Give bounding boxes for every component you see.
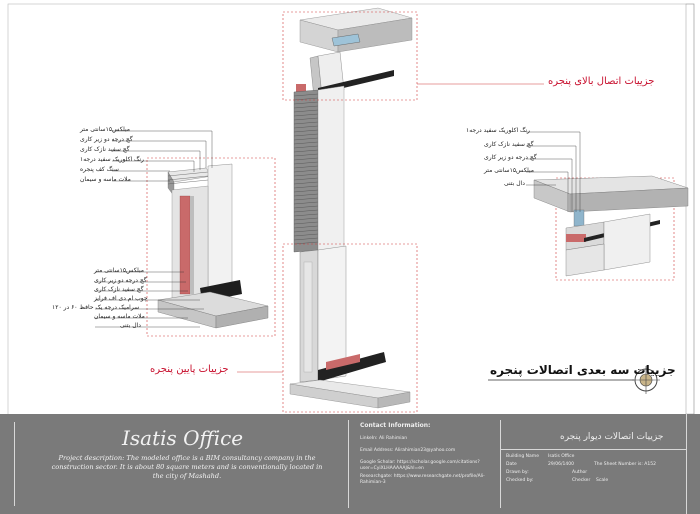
scale-label: Scale	[596, 478, 609, 483]
left-bottom-label: مبلکس۱۵سانتی متر	[94, 267, 145, 274]
contact-heading: Contact Information:	[360, 422, 431, 429]
project-description: Project description: The modeled office is a BIM consultancy company in the construction sector. It is about 80 square meters and is conventionally located in the city of Mashahd.	[51, 454, 323, 480]
drawing-title: جزییات اتصالات دیوار پنجره	[560, 432, 664, 442]
field-label: Date	[506, 462, 517, 467]
sheet-number: The Sheet Number is: A152	[594, 462, 656, 467]
field-label: Drawn by:	[506, 470, 529, 475]
right-label: گچ درجه دو زیر کاری	[484, 154, 537, 161]
left-bottom-label: ملات ماسه و سیمان	[94, 313, 145, 320]
view-title: جزییات سه بعدی اتصالات پنجره	[490, 363, 676, 377]
left-top-label: ملات ماسه و سیمان	[80, 176, 131, 183]
field-label: Building Name	[506, 454, 539, 459]
title-block	[0, 414, 700, 514]
left-top-label: گچ درجه دو زیر کاری	[80, 136, 133, 143]
field-label: Checked by:	[506, 478, 534, 483]
left-bottom-label: گچ درجه دو زیر کاری	[94, 277, 147, 284]
field-value: 29/06/1400	[548, 462, 574, 467]
office-name: Isatis Office	[122, 426, 244, 450]
right-detail-model	[534, 176, 688, 276]
left-bottom-label: گچ سفید نازک کاری	[94, 286, 144, 293]
bottom-detail-title: جزییات پایین پنجره	[150, 364, 229, 375]
left-top-label: گچ سفید نازک کاری	[80, 146, 130, 153]
field-value: Checker	[572, 478, 591, 483]
title-block-divider	[14, 422, 15, 506]
left-top-label: رنگ اکلوریک سفید درجه۱	[80, 156, 144, 163]
title-block-divider	[686, 414, 687, 514]
title-block-divider	[500, 420, 501, 508]
right-label: رنگ اکلوریک سفید درجه۱	[466, 127, 530, 134]
field-value: Isatis Office	[548, 454, 575, 459]
contact-line: Email Address: Alirahimian23@yahoo.com	[360, 448, 456, 453]
right-label: گچ سفید نازک کاری	[484, 141, 534, 148]
left-bottom-label: سرامیک درجه یک حافظ ۶۰ در ۱۲۰	[52, 304, 140, 311]
right-label: دال بتنی	[504, 180, 525, 187]
title-block-divider	[348, 420, 349, 508]
left-top-label: سنگ کف پنجره	[80, 166, 119, 173]
center-wall-model	[290, 8, 412, 408]
left-top-label: مبلکس۱۵سانتی متر	[80, 126, 131, 133]
field-value: Author	[572, 470, 588, 475]
contact-line: LinkeIn: Ali Rahimian	[360, 436, 408, 441]
left-bottom-label: دال بتنی	[120, 322, 141, 329]
left-detail-model	[158, 164, 268, 328]
right-label: مبلکس۱۵سانتی متر	[484, 167, 535, 174]
left-bottom-label: چوب ام دی اف فرایز	[94, 295, 148, 302]
contact-line: Researchgate: https://www.researchgate.net/profile/Ali-Rahimian-3	[360, 474, 485, 485]
contact-line: Google Scholar: https://scholar.google.com/citations?user=CyiXLHAAAAAJ&hl=en	[360, 460, 480, 471]
title-block-divider	[500, 449, 686, 450]
top-detail-title: جزییات اتصال بالای پنجره	[548, 76, 655, 87]
